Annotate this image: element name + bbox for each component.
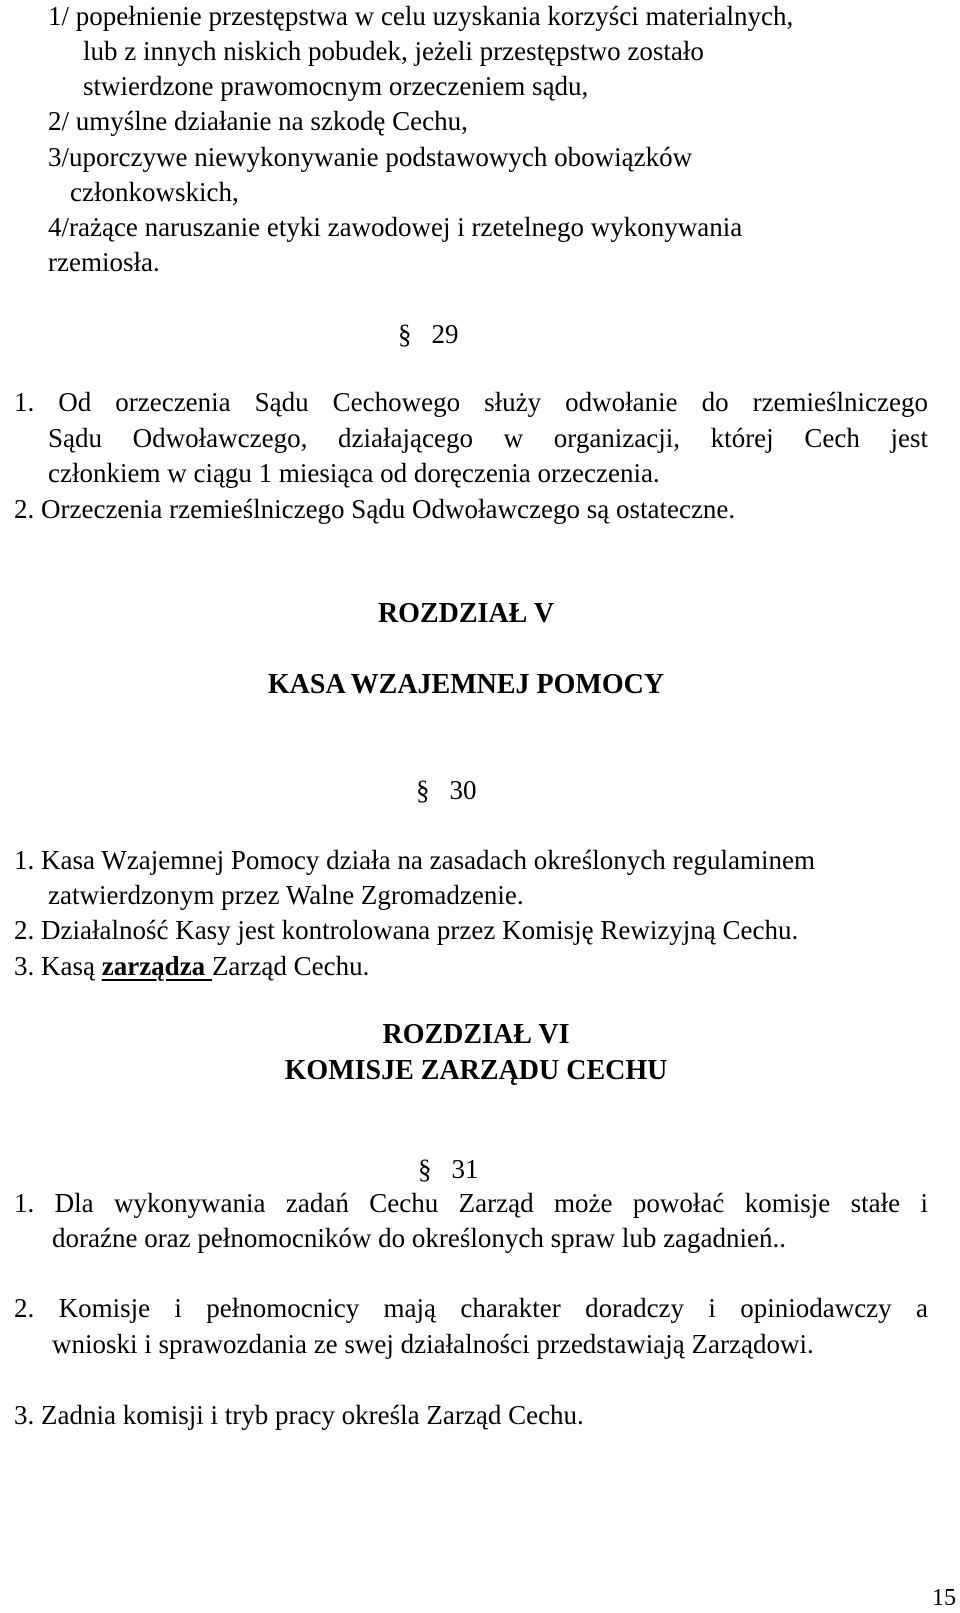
page-number: 15: [932, 1585, 956, 1611]
list-item-4-line-2: rzemiosła.: [48, 247, 160, 277]
list-item-2: 2/ umyślne działanie na szkodę Cechu,: [48, 106, 468, 136]
list-item-1-line-1: 1/ popełnienie przestępstwa w celu uzyskania korzyści materialnych,: [48, 1, 794, 31]
chapter-6-subtitle: KOMISJE ZARZĄDU CECHU: [284, 1055, 668, 1086]
section-31-p1-line-2: doraźne oraz pełnomocników do określonych spraw lub zagadnień..: [52, 1223, 787, 1253]
section-30-p1-line-2: zatwierdzonym przez Walne Zgromadzenie.: [48, 880, 524, 910]
list-item-1-line-3: stwierdzone prawomocnym orzeczeniem sądu,: [83, 71, 589, 101]
list-item-1-line-2: lub z innych niskich pobudek, jeżeli przestępstwo zostało: [83, 36, 704, 66]
section-29-heading: [398, 316, 459, 352]
section-30-p2: 2. Działalność Kasy jest kontrolowana przez Komisję Rewizyjną Cechu.: [14, 915, 799, 945]
chapter-5-subtitle: KASA WZAJEMNEJ POMOCY: [267, 669, 665, 700]
chapter-5-title: ROZDZIAŁ V: [377, 598, 555, 629]
section-29-p1-line-1: 1. Od orzeczenia Sądu Cechowego służy odwołanie do rzemieślniczego: [14, 387, 928, 417]
section-31-p3: 3. Zadnia komisji i tryb pracy określa Zarząd Cechu.: [14, 1400, 584, 1430]
section-30-p1-line-1: 1. Kasa Wzajemnej Pomocy działa na zasadach określonych regulaminem: [14, 845, 815, 875]
section-sign: §: [418, 1154, 432, 1184]
section-sign: §: [398, 319, 412, 349]
section-31-heading: [418, 1151, 479, 1187]
section-29-p1-line-3: członkiem w ciągu 1 miesiąca od doręczenia orzeczenia.: [48, 458, 660, 488]
section-29-p1-line-2: Sądu Odwoławczego, działającego w organizacji, której Cech jest: [48, 423, 928, 453]
section-31-p2-line-2: wnioski i sprawozdania ze swej działalności przedstawiają Zarządowi.: [52, 1329, 814, 1359]
section-sign: §: [416, 775, 430, 805]
section-29-p2: 2. Orzeczenia rzemieślniczego Sądu Odwoławczego są ostateczne.: [14, 494, 736, 524]
section-30-heading: [416, 772, 477, 808]
section-30-p3: [14, 948, 369, 984]
section-31-p2-line-1: 2. Komisje i pełnomocnicy mają charakter doradczy i opiniodawczy a: [14, 1293, 928, 1323]
list-item-4-line-1: 4/rażące naruszanie etyki zawodowej i rzetelnego wykonywania: [48, 212, 743, 242]
chapter-6-title: ROZDZIAŁ VI: [382, 1019, 570, 1050]
section-number: 29: [431, 319, 459, 349]
section-number: 31: [451, 1154, 479, 1184]
section-31-p1-line-1: 1. Dla wykonywania zadań Cechu Zarząd może powołać komisje stałe i: [14, 1188, 928, 1218]
section-30-p3-underlined: zarządza: [101, 951, 212, 981]
list-item-3-line-2: członkowskich,: [70, 177, 239, 207]
section-30-p3-prefix: 3. Kasą: [14, 951, 102, 981]
section-30-p3-suffix: Zarząd Cechu.: [211, 951, 370, 981]
section-number: 30: [449, 775, 477, 805]
list-item-3-line-1: 3/uporczywe niewykonywanie podstawowych obowiązków: [48, 142, 693, 172]
